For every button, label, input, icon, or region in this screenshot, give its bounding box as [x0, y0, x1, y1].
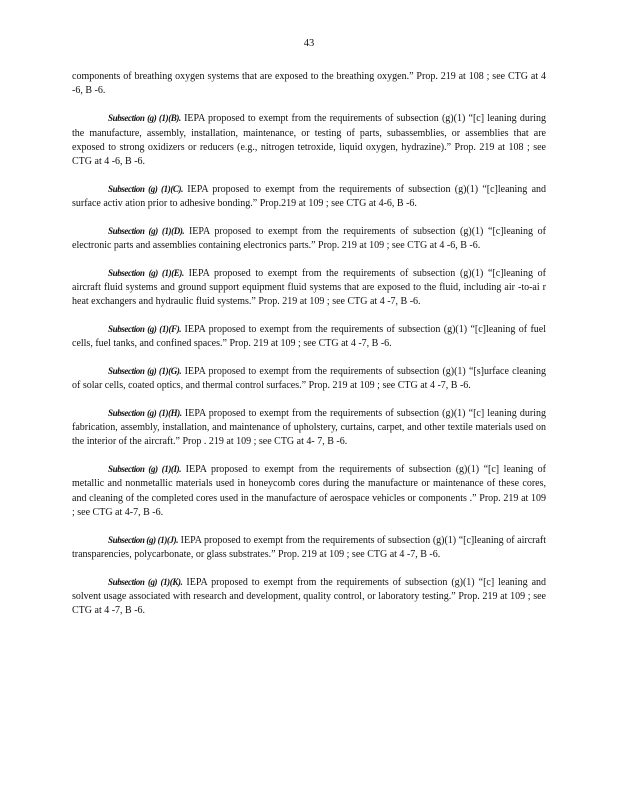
paragraph: [72, 406, 546, 450]
subsection-heading: Subsection (g) (1)(J).: [108, 534, 179, 545]
paragraph-text: IEPA proposed to exempt from the requirements of subsection (g)(1) “[c] leaning and solvent usage associated with research and development, quality control, or laboratory testing.” Prop. 219 at 109 ; see CTG at 4 -7, B -6.: [72, 576, 547, 617]
paragraph: [72, 182, 546, 211]
document-body: [72, 70, 546, 631]
paragraph: [72, 575, 546, 619]
paragraph-text: IEPA proposed to exempt from the requirements of subsection (g)(1) “[c]leaning of electronic parts and assemblies containing electronics parts.” Prop. 219 at 109 ; see CTG at 4 -6, B -6.: [72, 225, 546, 252]
paragraph: [72, 322, 546, 351]
subsection-heading: Subsection (g) (1)(B).: [108, 113, 181, 124]
paragraph: [72, 111, 546, 169]
subsection-heading: Subsection (g) (1)(K).: [108, 576, 183, 587]
paragraph-text: IEPA proposed to exempt from the requirements of subsection (g)(1) “[c]leaning and surface activ ation prior to adhesive bonding.” Prop.219 at 109 ; see CTG at 4-6, B -6.: [72, 183, 547, 210]
paragraph-text: IEPA proposed to exempt from the requirements of subsection (g)(1) “[s]urface cleaning of solar cells, coated optics, and thermal control surfaces.” Prop. 219 at 109 ; see CTG at 4 -7, B -6.: [72, 366, 547, 392]
paragraph: [72, 224, 546, 253]
subsection-heading: Subsection (g) (1)(I).: [108, 464, 182, 475]
subsection-heading: Subsection (g) (1)(H).: [108, 408, 182, 419]
subsection-heading: Subsection (g) (1)(G).: [108, 366, 182, 377]
subsection-heading: Subsection (g) (1)(D).: [108, 225, 185, 236]
page-number: 43: [303, 38, 315, 49]
paragraph: [72, 533, 546, 562]
paragraph-text: IEPA proposed to exempt from the requirements of subsection (g)(1) “[c] leaning during fabrication, assembly, installation, and maintenance of upholstery, curtains, carpet, and other textile materials used on the interior of the aircraft.” Prop . 219 at 109 ; see CTG at 4- 7, B -6.: [72, 408, 546, 448]
subsection-heading: Subsection (g) (1)(E).: [108, 267, 184, 278]
paragraph-text: IEPA proposed to exempt from the requirements of subsection (g)(1) “[c] leaning of metallic and nonmetallic materials used in honeycomb cores during the manufacture or maintenance of these cores, and cleaning of the completed cores used in the manufacture of aerospace vehicles or components .” Prop. 219 at 109 ; see CTG at 4-7, B -6.: [72, 464, 547, 518]
paragraph: [72, 364, 546, 393]
subsection-heading: Subsection (g) (1)(C).: [108, 183, 183, 194]
paragraph: [72, 266, 546, 310]
paragraph-text: IEPA proposed to exempt from the requirements of subsection (g)(1) “[c] leaning during the manufacture, assembly, installation, maintenance, or testing of parts, subassemblies, or assemblies that are exposed to strong oxidizers or reducers (e.g., nitrogen tetroxide, liquid oxygen, hydrazine).” Prop. 219 at 108 ; see CTG at 4 -6, B -6.: [72, 113, 546, 168]
paragraph-text: IEPA proposed to exempt from the requirements of subsection (g)(1) “[c]leaning of aircraft fluid systems and ground support equipment fluid systems that are exposed to the fluid, including air -to-ai r heat exchangers and hydraulic fluid systems.” Prop. 219 at 109 ; see CTG at 4 -7, B -6.: [72, 267, 546, 308]
paragraph: [72, 70, 546, 98]
paragraph: [72, 462, 546, 520]
paragraph-text: IEPA proposed to exempt from the requirements of subsection (g)(1) “[c]leaning of aircraft transparencies, polycarbonate, or glass substrates.” Prop. 219 at 109 ; see CTG at 4 -7, B -6.: [72, 534, 547, 560]
paragraph-text: IEPA proposed to exempt from the requirements of subsection (g)(1) “[c]leaning of fuel cells, fuel tanks, and confined spaces.” Prop. 219 at 109 ; see CTG at 4 -7, B -6.: [72, 324, 547, 350]
paragraph-text: components of breathing oxygen systems that are exposed to the breathing oxygen.” Prop. 219 at 108 ; see CTG at 4 -6, B -6.: [72, 71, 546, 97]
subsection-heading: Subsection (g) (1)(F).: [108, 324, 182, 335]
